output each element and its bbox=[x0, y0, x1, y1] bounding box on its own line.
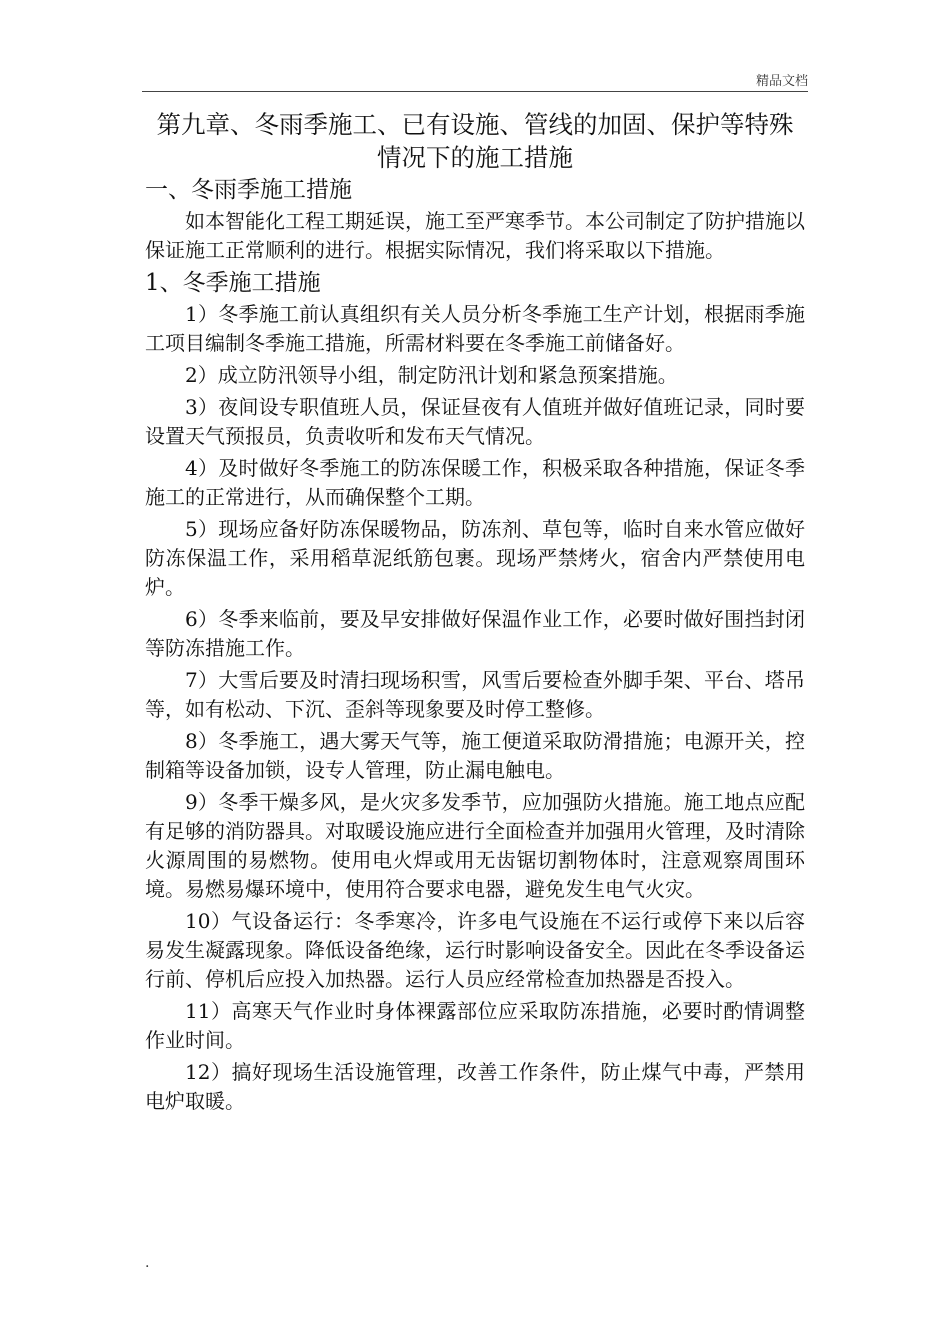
page-header-label: 精品文档 bbox=[755, 74, 808, 89]
measure-item-3: 3）夜间设专职值班人员，保证昼夜有人值班并做好值班记录，同时要设置天气预报员，负责收听和发布天气情况。 bbox=[145, 395, 805, 448]
measure-item-4: 4）及时做好冬季施工的防冻保暖工作，积极采取各种措施，保证冬季施工的正常进行，从而确保整个工期。 bbox=[145, 456, 805, 509]
measure-item-8: 8）冬季施工，遇大雾天气等，施工便道采取防滑措施；电源开关，控制箱等设备加锁，设专人管理，防止漏电触电。 bbox=[145, 729, 805, 782]
intro-paragraph: 如本智能化工程工期延误，施工至严寒季节。本公司制定了防护措施以保证施工正常顺利的进行。根据实际情况，我们将采取以下措施。 bbox=[145, 209, 805, 262]
measure-item-9: 9）冬季干燥多风，是火灾多发季节，应加强防火措施。施工地点应配有足够的消防器具。对取暖设施应进行全面检查并加强用火管理，及时清除火源周围的易燃物。使用电火焊或用无齿锯切割物体时，注意观察周围环境。易燃易爆环境中，使用符合要求电器，避免发生电气火灾。 bbox=[145, 790, 805, 901]
measure-item-11: 11）高寒天气作业时身体裸露部位应采取防冻措施，必要时酌情调整作业时间。 bbox=[145, 999, 805, 1052]
measure-item-5: 5）现场应备好防冻保暖物品，防冻剂、草包等，临时自来水管应做好防冻保温工作，采用稻草泥纸筋包裹。现场严禁烤火，宿舍内严禁使用电炉。 bbox=[145, 517, 805, 599]
document-body bbox=[145, 108, 805, 1119]
measure-item-1: 1）冬季施工前认真组织有关人员分析冬季施工生产计划，根据雨季施工项目编制冬季施工措施，所需材料要在冬季施工前储备好。 bbox=[145, 302, 805, 355]
measure-item-7: 7）大雪后要及时清扫现场积雪，风雪后要检查外脚手架、平台、塔吊等，如有松动、下沉、歪斜等现象要及时停工整修。 bbox=[145, 668, 805, 721]
footer-mark: . bbox=[145, 1255, 150, 1271]
measure-item-6: 6）冬季来临前，要及早安排做好保温作业工作，必要时做好围挡封闭等防冻措施工作。 bbox=[145, 607, 805, 660]
section-heading: 一、冬雨季施工措施 bbox=[145, 177, 352, 203]
measure-item-10: 10）气设备运行：冬季寒冷，许多电气设施在不运行或停下来以后容易发生凝露现象。降低设备绝缘，运行时影响设备安全。因此在冬季设备运行前、停机后应投入加热器。运行人员应经常检查加热器是否投入。 bbox=[145, 909, 805, 991]
subsection-heading: 1、冬季施工措施 bbox=[145, 270, 321, 296]
chapter-title: 第九章、冬雨季施工、已有设施、管线的加固、保护等特殊情况下的施工措施 bbox=[156, 110, 794, 172]
header-divider bbox=[142, 91, 808, 92]
measure-item-2: 2）成立防汛领导小组，制定防汛计划和紧急预案措施。 bbox=[185, 363, 678, 387]
measure-item-12: 12）搞好现场生活设施管理，改善工作条件，防止煤气中毒，严禁用电炉取暖。 bbox=[145, 1060, 805, 1113]
